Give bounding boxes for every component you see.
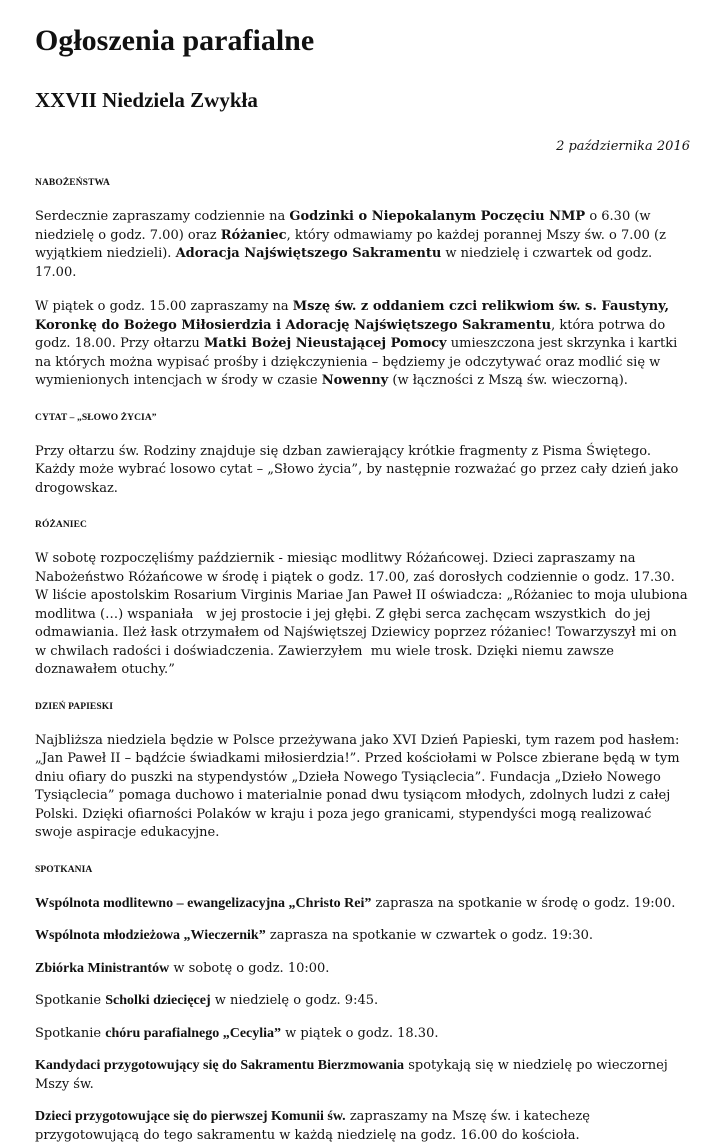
meeting-item	[35, 1108, 690, 1145]
text-run: w sobotę o godz. 10:00.	[169, 961, 329, 976]
section-heading-nabozenstwa: NABOŻEŃSTWA	[35, 176, 690, 190]
meeting-item	[35, 992, 690, 1011]
text-run: W piątek o godz. 15.00 zapraszamy na	[35, 299, 293, 314]
section-heading-cytat: CYTAT – „SŁOWO ŻYCIA”	[35, 411, 690, 425]
text-run: w piątek o godz. 18.30.	[281, 1026, 438, 1041]
cytat-paragraph: Przy ołtarzu św. Rodziny znajduje się dzban zawierający krótkie fragmenty z Pisma Świętego. Każdy może wybrać losowo cytat – „Słowo życia”, by następnie rozważać go przez cały dzień jako drogowskaz.	[35, 443, 690, 499]
dzien-papieski-paragraph: Najbliższa niedziela będzie w Polsce przeżywana jako XVI Dzień Papieski, tym razem pod hasłem: „Jan Paweł II – bądźcie świadkami miłosierdzia!”. Przed kościołami w Polsce zbierane będą w tym dniu ofiary do puszki na stypendystów „Dzieła Nowego Tysiąclecia”. Fundacja „Dzieło Nowego Tysiąclecia” pomaga duchowo i materialnie ponad dwu tysiącom młodych, zdolnych ludzi z całej Polski. Dzięki ofiarności Polaków w kraju i poza jego granicami, stypendyści mogą realizować swoje aspiracje edukacyjne.	[35, 732, 690, 843]
section-heading-spotkania: SPOTKANIA	[35, 863, 690, 877]
section-heading-dzien-papieski: DZIEŃ PAPIESKI	[35, 700, 690, 714]
meeting-item	[35, 895, 690, 914]
bold-run: Matki Bożej Nieustającej Pomocy	[204, 336, 447, 351]
meeting-item	[35, 1025, 690, 1044]
nabozenstwa-paragraph-2	[35, 298, 690, 391]
text-run: w niedzielę i czwartek od godz. 17.00.	[35, 246, 652, 280]
bold-run: Kandydaci przygotowujący się do Sakramentu Bierzmowania	[35, 1058, 404, 1073]
rozaniec-paragraph: W sobotę rozpoczęliśmy październik - miesiąc modlitwy Różańcowej. Dzieci zapraszamy na Nabożeństwo Różańcowe w środę i piątek o godz. 17.00, zaś dorosłych codziennie o godz. 17.30. W liście apostolskim Rosarium Virginis Mariae Jan Paweł II oświadcza: „Różaniec to moja ulubiona modlitwa (…) wspaniała w jej prostocie i jej głębi. Z głębi serca zachęcam wszystkich do jej odmawiania. Ileż łask otrzymałem od Najświętszej Dziewicy poprzez różaniec! Towarzyszył mi on w chwilach radości i doświadczenia. Zawierzyłem mu wiele trosk. Dzięki niemu zawsze doznawałem otuchy.”	[35, 550, 690, 680]
bold-run: Mszę św. z oddaniem czci relikwiom św. s. Faustyny, Koronkę do Bożego Miłosierdzia i Adorację Najświętszego Sakramentu	[35, 299, 669, 333]
bold-run: Wspólnota modlitewno – ewangelizacyjna „Christo Rei”	[35, 896, 371, 911]
text-run: umieszczona jest skrzynka i kartki na których można wypisać prośby i dziękczynienia – będziemy je odczytywać oraz modlić się w wymienionych intencjach w środy w czasie	[35, 336, 677, 388]
text-run: Spotkanie	[35, 993, 105, 1008]
bold-run: Dzieci przygotowujące się do pierwszej Komunii św.	[35, 1109, 346, 1124]
text-run: , która potrwa do godz. 18.00. Przy ołtarzu	[35, 318, 665, 352]
meeting-item	[35, 1057, 690, 1094]
bold-run: chóru parafialnego „Cecylia”	[105, 1026, 281, 1041]
bold-run: Adoracja Najświętszego Sakramentu	[176, 246, 442, 261]
text-run: (w łączności z Mszą św. wieczorną).	[388, 373, 628, 388]
meetings-list	[35, 895, 690, 1145]
text-run: , który odmawiamy po każdej porannej Mszy św. o 7.00 (z wyjątkiem niedzieli).	[35, 228, 666, 262]
text-run: zapraszamy na Mszę św. i katechezę przygotowującą do tego sakramentu w każdą niedzielę na godz. 16.00 do kościoła.	[35, 1109, 590, 1143]
bold-run: Różaniec	[221, 228, 287, 243]
text-run: Spotkanie	[35, 1026, 105, 1041]
text-run: o 6.30 (w niedzielę o godz. 7.00) oraz	[35, 209, 651, 243]
bold-run: Wspólnota młodzieżowa „Wieczernik”	[35, 928, 266, 943]
text-run: zaprasza na spotkanie w środę o godz. 19:00.	[371, 896, 675, 911]
text-run: w niedzielę o godz. 9:45.	[211, 993, 379, 1008]
section-heading-rozaniec: RÓŻANIEC	[35, 518, 690, 532]
text-run: spotykają się w niedzielę po wieczornej Mszy św.	[35, 1058, 668, 1092]
meeting-item	[35, 927, 690, 946]
announcement-date: 2 października 2016	[35, 138, 690, 156]
bold-run: Nowenny	[322, 373, 388, 388]
bold-run: Zbiórka Ministrantów	[35, 961, 169, 976]
text-run: Serdecznie zapraszamy codziennie na	[35, 209, 289, 224]
text-run: zaprasza na spotkanie w czwartek o godz. 19:30.	[266, 928, 593, 943]
bold-run: Godzinki o Niepokalanym Poczęciu NMP	[289, 209, 585, 224]
bold-run: Scholki dziecięcej	[105, 993, 210, 1008]
meeting-item	[35, 960, 690, 979]
announcements-page	[35, 14, 690, 1145]
page-title: Ogłoszenia parafialne	[35, 20, 690, 62]
nabozenstwa-paragraph-1	[35, 208, 690, 282]
page-subtitle: XXVII Niedziela Zwykła	[35, 86, 690, 114]
